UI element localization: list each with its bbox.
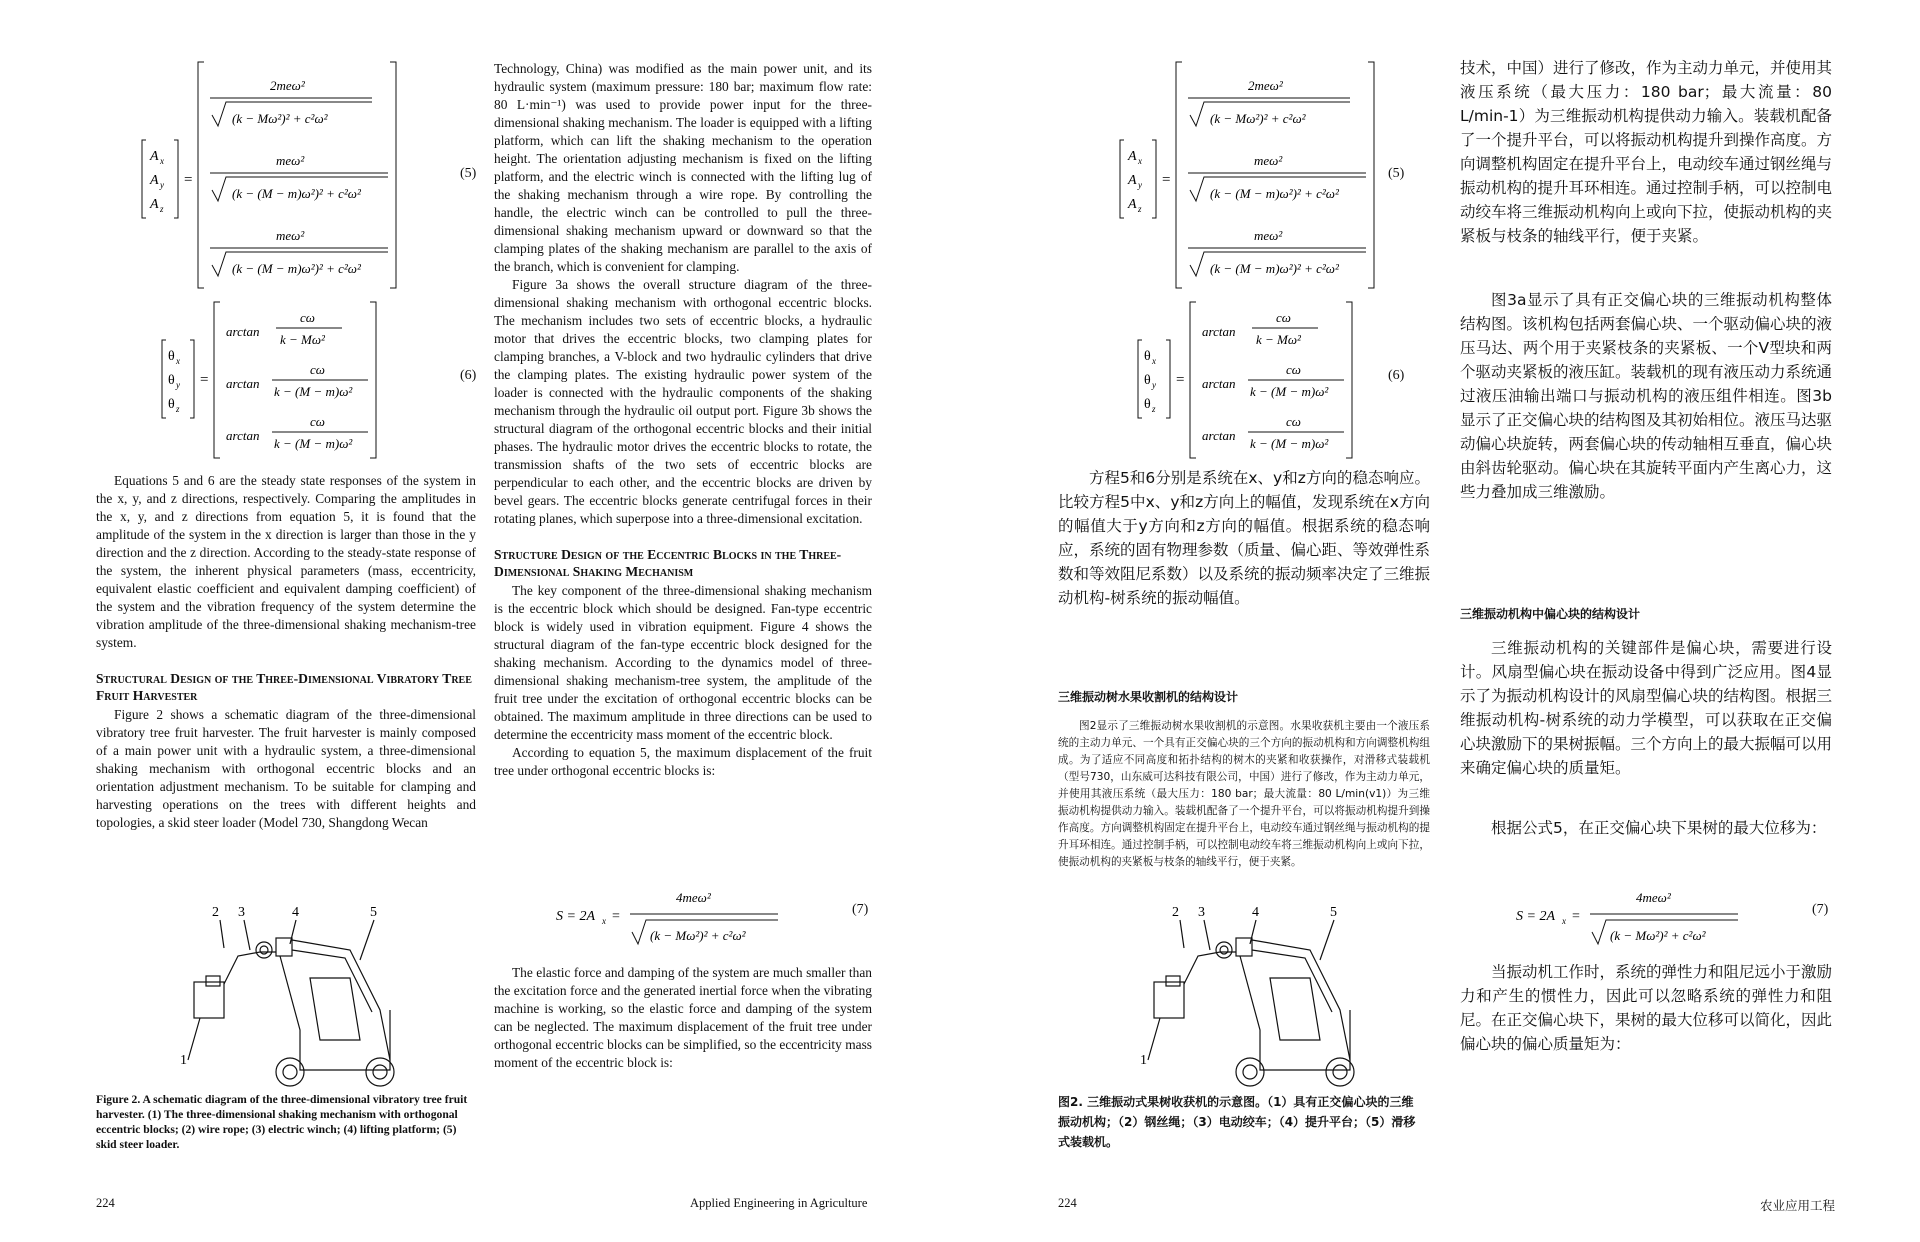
svg-text:4meω²: 4meω² [676, 890, 711, 905]
zh-right-column-lower [1460, 960, 1832, 1056]
equation-7-zh-graphic [1516, 884, 1756, 954]
zh-harvester-diagram [1140, 900, 1380, 1090]
svg-text:meω²: meω² [1254, 153, 1283, 168]
zh-footer-journal-name: 农业应用工程 [1760, 1198, 1836, 1213]
left-column [96, 472, 476, 832]
svg-text:meω²: meω² [276, 153, 305, 168]
svg-text:S = 2A: S = 2A [1516, 909, 1555, 924]
right-column-lower [494, 964, 872, 1072]
zh-footer-page-number: 224 [1058, 1196, 1077, 1210]
svg-text:k − Mω²: k − Mω² [280, 332, 325, 347]
footer-page-number: 224 [96, 1196, 115, 1210]
svg-text:x: x [602, 916, 606, 926]
zh-figure-label-3: 3 [1198, 905, 1205, 920]
svg-text:A: A [1128, 173, 1137, 188]
paragraph-col2-c: The key component of the three-dimensional shaking mechanism is the eccentric block which should be designed. Fan-type eccentric block is widely used in vibration equipment. Figure 4 shows the structural diagram of the fan-type eccentric block designed for the shaking mechanism. According to the dynamics model of three-dimensional shaking mechanism-tree system, the amplitude of the fruit tree under the excitation of orthogonal eccentric blocks can be obtained. The maximum amplitude in three directions can be used to determine the eccentricity mass moment of the eccentric block. [494, 583, 872, 742]
svg-text:cω: cω [1276, 310, 1291, 325]
equation-5 [140, 60, 490, 290]
zh-figure-label-5: 5 [1330, 905, 1337, 920]
svg-text:A: A [150, 149, 159, 164]
zh-figure-2-caption: 图2. 三维振动式果树收获机的示意图。（1）具有正交偏心块的三维振动机构；（2）钢丝绳；（3）电动绞车；（4）提升平台；（5）滑移式装载机。 [1058, 1095, 1416, 1149]
figure-label-1: 1 [180, 1053, 187, 1068]
equation-5-zh [1118, 60, 1418, 290]
svg-text:meω²: meω² [276, 228, 305, 243]
svg-text:(k − Mω²)² + c²ω²: (k − Mω²)² + c²ω² [1210, 111, 1306, 126]
paragraph-col2-a: Technology, China) was modified as the main power unit, and its hydraulic system (maximum pressure: 180 bar; maximum flow rate: 80 L·min⁻¹) was used to provide power input for the three-dimensional shaking mechanism. The loader is equipped with a lifting platform, which can lift the shaking mechanism to the operation height. The orientation adjusting mechanism is fixed on the lifting platform, and the electric winch is connected with the lifting lug of the shaking mechanism through a wire rope. By controlling the handle, the electric winch can be controlled to pull the three-dimensional shaking mechanism upward or downward so that the clamping plates of the shaking mechanism are parallel to the axis of the branch, which is convenient for clamping. [494, 61, 872, 274]
svg-text:k − (M − m)ω²: k − (M − m)ω² [274, 384, 353, 399]
chinese-page [960, 0, 1920, 1242]
svg-text:z: z [1152, 404, 1156, 414]
svg-text:x: x [1562, 916, 1566, 926]
figure-label-5: 5 [370, 905, 377, 920]
svg-text:S = 2A: S = 2A [556, 909, 595, 924]
svg-text:(k − (M − m)ω²)² + c²ω²: (k − (M − m)ω²)² + c²ω² [232, 186, 361, 201]
svg-text:y: y [160, 180, 164, 190]
equation-7-zh-number: (7) [1812, 902, 1829, 917]
svg-text:cω: cω [310, 414, 325, 429]
figure-label-4: 4 [292, 905, 299, 920]
svg-text:=: = [612, 909, 620, 924]
zh-paragraph-sec2: 三维振动机构的关键部件是偏心块，需要进行设计。风扇型偏心块在振动设备中得到广泛应用。图4显示了为振动机构设计的风扇型偏心块的结构图。根据三维振动机构-树系统的动力学模型，可以获取在正交偏心块激励下的果树振幅。三个方向上的最大振幅可以用来确定偏心块的质量矩。 [1460, 639, 1833, 777]
zh-figure-label-2: 2 [1172, 905, 1179, 920]
svg-text:arctan: arctan [1202, 324, 1236, 339]
svg-text:y: y [1152, 380, 1156, 390]
svg-text:θ: θ [168, 397, 175, 412]
svg-text:θ: θ [168, 349, 175, 364]
equation-6-zh-graphic [1136, 300, 1376, 460]
svg-text:arctan: arctan [226, 428, 260, 443]
equation-5-zh-number: (5) [1388, 166, 1405, 181]
equation-7 [556, 884, 876, 954]
equation-6-zh-number: (6) [1388, 368, 1405, 383]
svg-text:2meω²: 2meω² [1248, 78, 1283, 93]
svg-text:x: x [160, 156, 164, 166]
svg-text:A: A [1128, 149, 1137, 164]
svg-text:(k − Mω²)² + c²ω²: (k − Mω²)² + c²ω² [650, 928, 746, 943]
svg-text:(k − (M − m)ω²)² + c²ω²: (k − (M − m)ω²)² + c²ω² [1210, 186, 1339, 201]
figure-label-3: 3 [238, 905, 245, 920]
zh-paragraph-eq56: 方程5和6分别是系统在x、y和z方向的稳态响应。比较方程5中x、y和z方向上的幅值，发现系统在x方向的幅值大于y方向和z方向的幅值。根据系统的稳态响应，系统的固有物理参数（质量、偏心距、等效弹性系数和等效阻尼系数）以及系统的振动频率决定了三维振动机构-树系统的振动幅值。 [1058, 469, 1431, 607]
svg-text:A: A [1128, 197, 1137, 212]
section-heading-structural-design: Structural Design of the Three-Dimensional Vibratory Tree Fruit Harvester [96, 671, 472, 703]
figure-2-caption: Figure 2. A schematic diagram of the three-dimensional vibratory tree fruit harvester. (1) The three-dimensional shaking mechanism with orthogonal eccentric blocks; (2) wire rope; (3) electric winch; (4) lifting platform; (5) skid steer loader. [96, 1093, 468, 1151]
svg-text:θ: θ [1144, 397, 1151, 412]
svg-text:k − Mω²: k − Mω² [1256, 332, 1301, 347]
svg-text:x: x [176, 356, 180, 366]
svg-text:arctan: arctan [1202, 428, 1236, 443]
zh-paragraph-eq7-after: 当振动机工作时，系统的弹性力和阻尼远小于激励力和产生的惯性力，因此可以忽略系统的弹性力和阻尼。在正交偏心块下，果树的最大位移可以简化，因此偏心块的偏心质量矩为： [1460, 963, 1833, 1053]
zh-figure-label-4: 4 [1252, 905, 1259, 920]
zh-section-heading-structural-design: 三维振动树水果收割机的结构设计 [1058, 690, 1239, 704]
paragraph-col2-d: According to equation 5, the maximum displacement of the fruit tree under orthogonal eccentric blocks is: [494, 745, 872, 778]
zh-paragraph-sec1 [1058, 718, 1430, 871]
svg-text:x: x [1152, 356, 1156, 366]
svg-text:=: = [1176, 372, 1185, 388]
equation-7-graphic [556, 884, 796, 954]
zh-right-column [1460, 56, 1832, 504]
zh-figure-2 [1140, 900, 1380, 1090]
svg-text:meω²: meω² [1254, 228, 1283, 243]
svg-text:A: A [150, 173, 159, 188]
equation-6 [160, 300, 490, 460]
svg-text:x: x [1138, 156, 1142, 166]
svg-text:=: = [1162, 172, 1171, 188]
zh-paragraph-sec1-text: 图2显示了三维振动树水果收割机的示意图。水果收获机主要由一个液压系统的主动力单元、一个具有正交偏心块的三个方向的振动机构和方向调整机构组成。为了适应不同高度和拓扑结构的树木的夹紧和收获操作，对滑移式装载机（型号730，山东威可达科技有限公司，中国）进行了修改，作为主动力单元，并使用其液压系统（最大压力：180 bar；最大流量：80 L/min(v1)）为三维振动机构提供动力输入。装载机配备了一个提升平台，可以将振动机构提升到操作高度。方向调整机构固定在提升平台上，电动绞车通过钢丝绳与振动机构的提升耳环相连。通过控制手柄，可以控制电动绞车将三维振动机构向上或向下拉，使振动机构的夹紧板与枝条的轴线平行，便于夹紧。 [1058, 720, 1430, 868]
svg-text:(k − (M − m)ω²)² + c²ω²: (k − (M − m)ω²)² + c²ω² [232, 261, 361, 276]
paragraph-eq56: Equations 5 and 6 are the steady state responses of the system in the x, y, and z directions, respectively. Comparing the amplitudes in the x, y, and z directions from equation 5, it is found that the amplitude of the system in the x direction is larger than those in the y direction and the z direction. According to the steady-state response of the system, the inherent physical parameters (mass, eccentricity, equivalent elastic coefficient and equivalent damping coefficient) of the system and the vibration frequency of the system determine the vibration amplitude of the three-dimensional shaking mechanism-tree system. [96, 473, 476, 650]
equation-6-number: (6) [460, 368, 477, 383]
figure-2 [180, 900, 420, 1090]
svg-text:k − (M − m)ω²: k − (M − m)ω² [1250, 384, 1329, 399]
svg-text:y: y [176, 380, 180, 390]
svg-text:z: z [1138, 204, 1142, 214]
svg-text:θ: θ [1144, 349, 1151, 364]
zh-paragraph-fig3: 图3a显示了具有正交偏心块的三维振动机构整体结构图。该机构包括两套偏心块、一个驱动偏心块的液压马达、两个用于夹紧枝条的夹紧板、一个V型块和两个驱动夹紧板的液压缸。装载机的现有液压动力系统通过液压油输出端口与振动机构的液压组件相连。图3b显示了正交偏心块的结构图及其初始相位。液压马达驱动偏心块旋转，两套偏心块的传动轴相互垂直，偏心块由斜齿轮驱动。偏心块在其旋转平面内产生离心力，这些力叠加成三维激励。 [1460, 291, 1833, 501]
svg-text:cω: cω [1286, 414, 1301, 429]
svg-text:arctan: arctan [1202, 376, 1236, 391]
svg-text:(k − (M − m)ω²)² + c²ω²: (k − (M − m)ω²)² + c²ω² [1210, 261, 1339, 276]
svg-text:z: z [160, 204, 164, 214]
figure-label-2: 2 [212, 905, 219, 920]
svg-text:arctan: arctan [226, 376, 260, 391]
svg-text:cω: cω [300, 310, 315, 325]
equation-5-zh-graphic [1118, 60, 1408, 290]
footer-journal-name: Applied Engineering in Agriculture [690, 1196, 868, 1210]
svg-text:θ: θ [1144, 373, 1151, 388]
zh-left-column [1058, 466, 1430, 610]
svg-text:A: A [150, 197, 159, 212]
zh-figure-label-1: 1 [1140, 1053, 1147, 1068]
svg-text:4meω²: 4meω² [1636, 890, 1671, 905]
equation-5-number: (5) [460, 166, 477, 181]
svg-text:k − (M − m)ω²: k − (M − m)ω² [274, 436, 353, 451]
zh-section-heading-eccentric-blocks: 三维振动机构中偏心块的结构设计 [1460, 607, 1641, 621]
equation-5-graphic [140, 60, 430, 290]
equation-7-zh [1516, 884, 1836, 954]
svg-text:=: = [1572, 909, 1580, 924]
svg-text:2meω²: 2meω² [270, 78, 305, 93]
paragraph-fig2: Figure 2 shows a schematic diagram of the three-dimensional vibratory tree fruit harvester. The fruit harvester is mainly composed of a main power unit with a hydraulic system, a three-dimensional shaking mechanism with orthogonal eccentric blocks and an orientation adjustment mechanism. To be suitable for clamping and harvesting operations on the trees with different heights and topologies, a skid steer loader (Model 730, Shangdong Wecan [96, 707, 476, 830]
svg-text:y: y [1138, 180, 1142, 190]
svg-text:=: = [184, 172, 193, 188]
svg-text:cω: cω [310, 362, 325, 377]
svg-text:k − (M − m)ω²: k − (M − m)ω² [1250, 436, 1329, 451]
svg-text:=: = [200, 372, 209, 388]
svg-text:θ: θ [168, 373, 175, 388]
equation-6-zh [1136, 300, 1418, 460]
svg-text:z: z [176, 404, 180, 414]
zh-paragraph-top: 技术，中国）进行了修改，作为主动力单元，并使用其液压系统（最大压力：180 bar；最大流量：80 L/min-1）为三维振动机构提供动力输入。装载机配备了一个提升平台，可以将振动机构提升到操作高度。方向调整机构固定在提升平台上，电动绞车通过钢丝绳与振动机构的提升耳环相连。通过控制手柄，可以控制电动绞车将三维振动机构向上或向下拉，使振动机构的夹紧板与枝条的轴线平行，便于夹紧。 [1460, 59, 1833, 245]
zh-right-column-mid [1460, 636, 1832, 840]
section-heading-eccentric-blocks: Structure Design of the Eccentric Blocks in the Three-Dimensional Shaking Mechanism [494, 547, 842, 579]
paragraph-col2-e: The elastic force and damping of the system are much smaller than the excitation force and the generated inertial force when the vibrating machine is working, so the elastic force and damping of the system can be neglected. The maximum displacement of the fruit tree under orthogonal eccentric blocks can be simplified, so the eccentricity mass moment of the eccentric block is: [494, 965, 872, 1070]
svg-text:cω: cω [1286, 362, 1301, 377]
svg-text:arctan: arctan [226, 324, 260, 339]
svg-text:(k − Mω²)² + c²ω²: (k − Mω²)² + c²ω² [1610, 928, 1706, 943]
svg-text:(k − Mω²)² + c²ω²: (k − Mω²)² + c²ω² [232, 111, 328, 126]
harvester-diagram [180, 900, 420, 1090]
paragraph-col2-b: Figure 3a shows the overall structure diagram of the three-dimensional shaking mechanism with orthogonal eccentric blocks. The mechanism includes two sets of eccentric blocks, a hydraulic motor that drives the eccentric blocks, two clamping plates for clamping branches, a V-block and two hydraulic cylinders that drive the clamping plates. The existing hydraulic power system of the loader is connected with the hydraulic components of the shaking mechanism through the hydraulic oil output port. Figure 3b shows the structural diagram of the orthogonal eccentric blocks and their initial phases. The hydraulic motor drives the eccentric blocks to rotate, the transmission shafts of the two sets of eccentric blocks are perpendicular to each other, and the eccentric blocks are driven by bevel gears. The eccentric blocks generate centrifugal forces in their rotating planes, which superpose into a three-dimensional excitation. [494, 277, 872, 526]
equation-7-number: (7) [852, 902, 869, 917]
right-column [494, 60, 872, 780]
zh-paragraph-eq7-intro: 根据公式5，在正交偏心块下果树的最大位移为： [1491, 819, 1827, 837]
equation-6-graphic [160, 300, 400, 460]
